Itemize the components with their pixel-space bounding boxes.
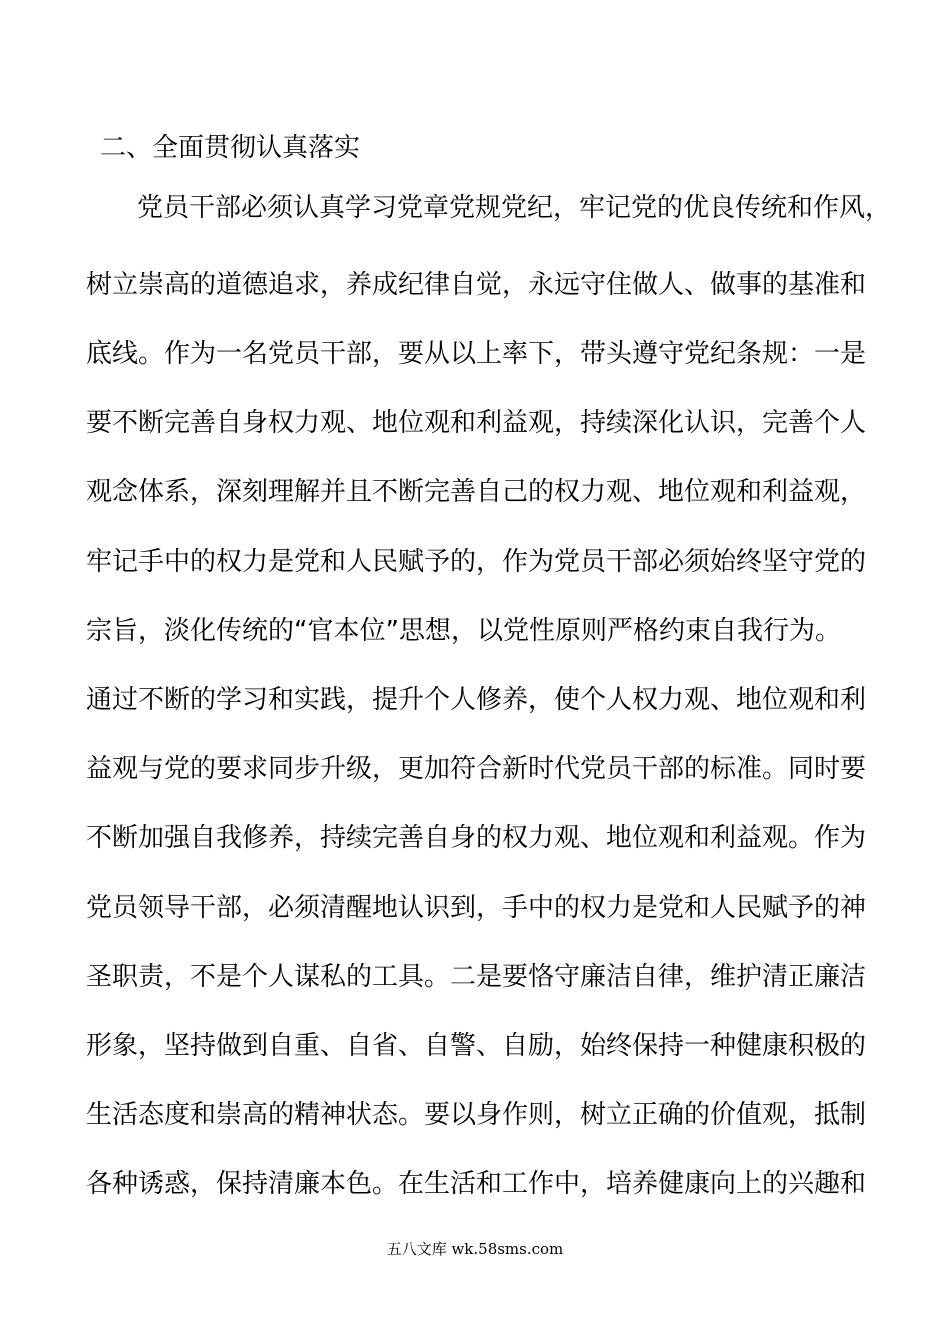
paragraph-line: 树立崇高的道德追求，养成纪律自觉，永远守住做人、做事的基准和 [86, 270, 867, 300]
paragraph-line: 圣职责，不是个人谋私的工具。二是要恪守廉洁自律，维护清正廉洁 [86, 962, 867, 992]
paragraph-line: 生活态度和崇高的精神状态。要以身作则，树立正确的价值观，抵制 [86, 1100, 867, 1130]
paragraph-line: 党员干部必须认真学习党章党规党纪，牢记党的优良传统和作风， [137, 193, 892, 223]
paragraph-line: 宗旨，淡化传统的“官本位”思想，以党性原则严格约束自我行为。 [86, 616, 841, 646]
section-heading: 二、全面贯彻认真落实 [100, 133, 361, 163]
paragraph-line: 底线。作为一名党员干部，要从以上率下，带头遵守党纪条规：一是 [86, 339, 867, 369]
paragraph-line: 牢记手中的权力是党和人民赋予的，作为党员干部必须始终坚守党的 [86, 547, 867, 577]
paragraph-line: 党员领导干部，必须清醒地认识到，手中的权力是党和人民赋予的神 [86, 893, 867, 923]
paragraph-line: 益观与党的要求同步升级，更加符合新时代党员干部的标准。同时要 [86, 754, 867, 784]
paragraph-line: 要不断完善自身权力观、地位观和利益观，持续深化认识，完善个人 [86, 408, 867, 438]
page-footer: 五八文库 wk.58sms.com [386, 1240, 564, 1258]
paragraph-line: 不断加强自我修养，持续完善自身的权力观、地位观和利益观。作为 [86, 823, 867, 853]
paragraph-line: 观念体系，深刻理解并且不断完善自己的权力观、地位观和利益观， [86, 477, 867, 507]
paragraph-line: 形象，坚持做到自重、自省、自警、自励，始终保持一种健康积极的 [86, 1031, 867, 1061]
paragraph-line: 各种诱惑，保持清廉本色。在生活和工作中，培养健康向上的兴趣和 [86, 1169, 867, 1199]
paragraph-line: 通过不断的学习和实践，提升个人修养，使个人权力观、地位观和利 [86, 685, 867, 715]
